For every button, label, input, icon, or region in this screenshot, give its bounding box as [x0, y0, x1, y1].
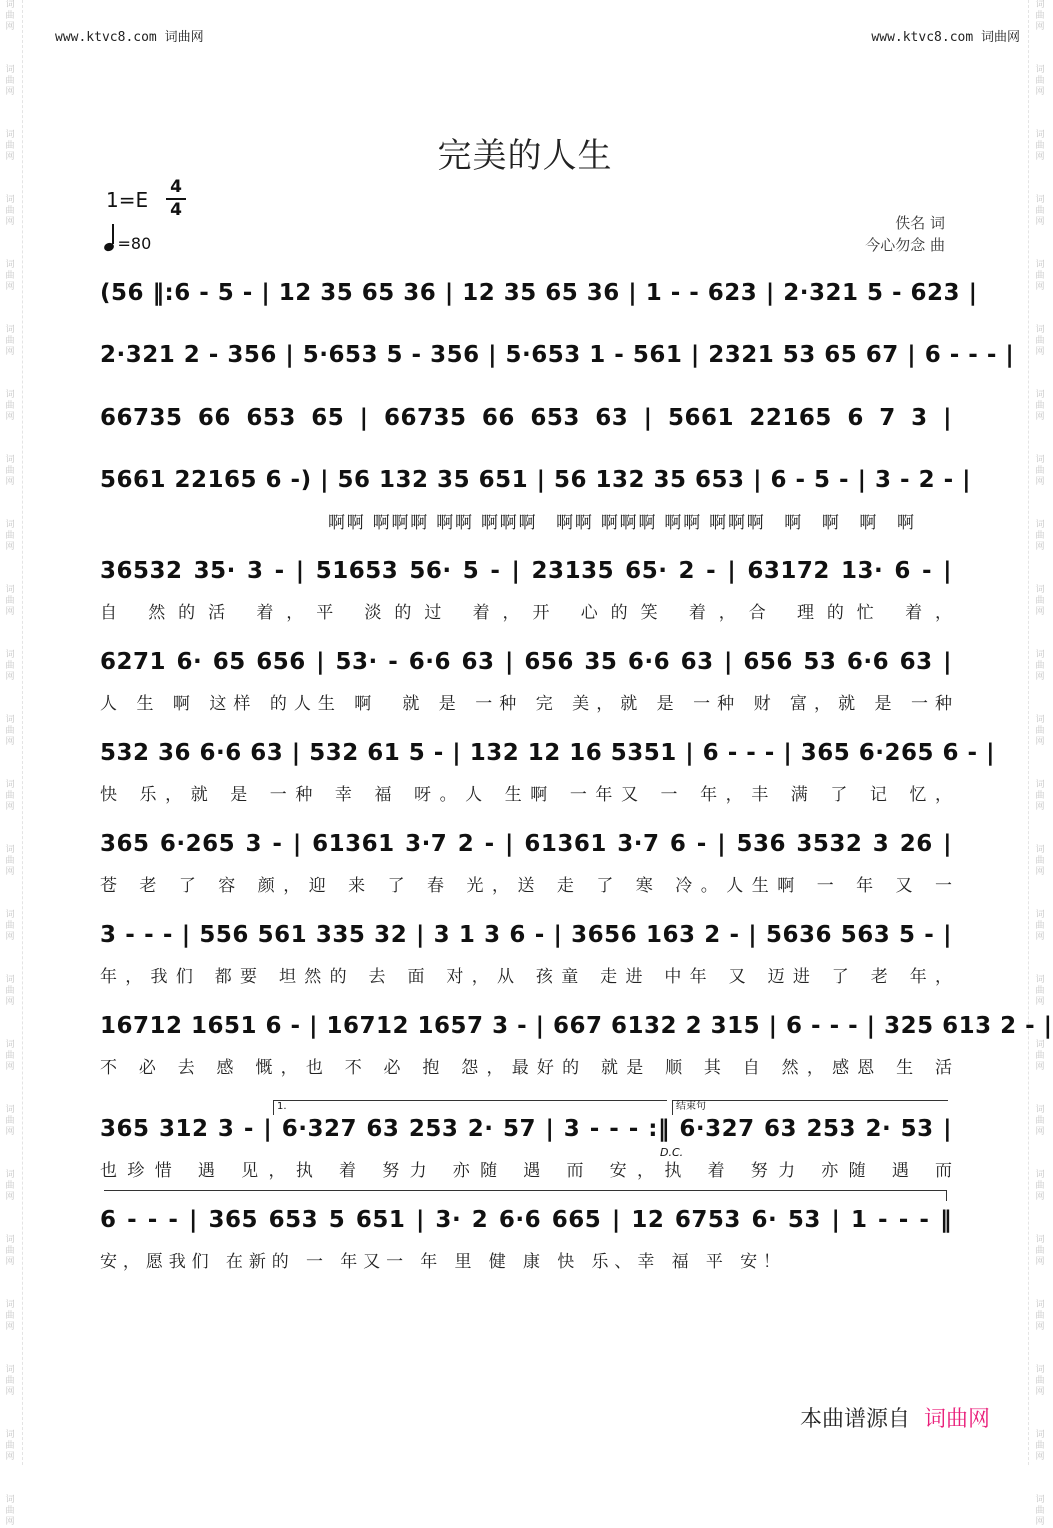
watermark-text: 词曲网	[5, 520, 15, 552]
footer-brand-link[interactable]: 词曲网	[923, 1407, 990, 1432]
key-signature: 1=E	[106, 188, 149, 212]
dc-marking: D.C.	[660, 1146, 684, 1159]
time-signature	[166, 178, 186, 220]
watermark-text: 词曲网	[1035, 195, 1045, 227]
song-title: 完美的人生	[437, 136, 613, 176]
watermark-text: 词曲网	[5, 1300, 15, 1332]
watermark-text: 词曲网	[1035, 845, 1045, 877]
lyric-line-12: 安，愿我们 在新的 一 年又一 年 里 健 康 快 乐、幸 福 平 安！	[100, 1252, 780, 1272]
watermark-text: 词曲网	[5, 975, 15, 1007]
notation-line-4: 5661 22165 6 -) | 56 132 35 651 | 56 132 35 653 | 6 - 5 - | 3 - 2 - |	[100, 467, 972, 493]
coda-bracket	[672, 1100, 948, 1115]
footer-source-text: 本曲谱源自	[799, 1407, 910, 1432]
watermark-text: 词曲网	[5, 1430, 15, 1462]
watermark-text: 词曲网	[5, 910, 15, 942]
notation-line-7: 532 36 6·6 63 | 532 61 5 - | 132 12 16 5351 | 6 - - - | 365 6·265 6 - |	[100, 740, 996, 766]
watermark-text: 词曲网	[5, 260, 15, 292]
watermark-text: 词曲网	[1035, 1235, 1045, 1267]
watermark-text: 词曲网	[1035, 650, 1045, 682]
watermark-text: 词曲网	[5, 1365, 15, 1397]
header-site-link-left[interactable]: www.ktvc8.com 词曲网	[55, 30, 204, 45]
watermark-text: 词曲网	[5, 1105, 15, 1137]
watermark-text: 词曲网	[5, 585, 15, 617]
tempo-value: =80	[117, 234, 152, 253]
notation-line-3: 66735 66 653 65 | 66735 66 653 63 | 5661 22165 6 7 3 |	[100, 405, 952, 431]
watermark-text: 词曲网	[5, 650, 15, 682]
lyric-line-5: 自 然的活 着，平 淡的过 着，开 心的笑 着，合 理的忙 着，	[100, 603, 952, 623]
notation-line-6: 6271 6· 65 656 | 53· - 6·6 63 | 656 35 6·6 63 | 656 53 6·6 63 |	[100, 649, 952, 675]
lyric-line-11: 也珍惜 遇 见，执 着 努力 亦随 遇 而 安，执 着 努力 亦随 遇 而	[100, 1161, 952, 1181]
lyric-line-10: 不 必 去 感 慨，也 不 必 抱 怨，最好的 就是 顺 其 自 然，感恩 生 活	[100, 1058, 952, 1078]
coda-label: 结束句	[676, 1101, 706, 1112]
left-guide-line	[22, 0, 24, 1465]
watermark-text: 词曲网	[5, 325, 15, 357]
lyric-line-6: 人 生 啊 这样 的人生 啊 就 是 一种 完 美，就 是 一种 财 富，就 是 一种	[100, 694, 952, 714]
watermark-text: 词曲网	[1035, 910, 1045, 942]
watermark-text: 词曲网	[1035, 455, 1045, 487]
watermark-text: 词曲网	[5, 1235, 15, 1267]
watermark-text: 词曲网	[5, 1495, 15, 1527]
notation-line-9: 3 - - - | 556 561 335 32 | 3 1 3 6 - | 3656 163 2 - | 5636 563 5 - |	[100, 922, 952, 948]
watermark-text: 词曲网	[1035, 1300, 1045, 1332]
watermark-text: 词曲网	[5, 715, 15, 747]
watermark-text: 词曲网	[1035, 1105, 1045, 1137]
right-watermark-column	[1032, 0, 1048, 1527]
watermark-text: 词曲网	[1035, 1495, 1045, 1527]
right-guide-line	[1028, 0, 1030, 1465]
left-watermark-column	[2, 0, 18, 1527]
watermark-text: 词曲网	[5, 390, 15, 422]
tempo-marking	[104, 229, 151, 253]
lyric-line-7: 快 乐，就 是 一种 幸 福 呀。人 生啊 一年又 一 年，丰 满 了 记 忆，	[100, 785, 952, 805]
time-signature-bottom: 4	[170, 200, 182, 220]
lyricist-credit: 佚名 词	[895, 214, 945, 232]
watermark-text: 词曲网	[5, 1040, 15, 1072]
watermark-text: 词曲网	[1035, 260, 1045, 292]
notation-line-11: 365 312 3 - | 6·327 63 253 2· 57 | 3 - - - :‖ 6·327 63 253 2· 53 |	[100, 1116, 952, 1142]
watermark-text: 词曲网	[5, 65, 15, 97]
watermark-text: 词曲网	[1035, 65, 1045, 97]
watermark-text: 词曲网	[5, 195, 15, 227]
notation-line-5: 36532 35· 3 - | 51653 56· 5 - | 23135 65· 2 - | 63172 13· 6 - |	[100, 558, 952, 584]
lyric-line-8: 苍 老 了 容 颜，迎 来 了 春 光，送 走 了 寒 冷。人生啊 一 年 又 一	[100, 876, 952, 896]
time-signature-top: 4	[170, 177, 182, 197]
watermark-text: 词曲网	[1035, 975, 1045, 1007]
first-ending-label: 1.	[277, 1101, 287, 1112]
watermark-text: 词曲网	[1035, 715, 1045, 747]
watermark-text: 词曲网	[5, 845, 15, 877]
watermark-text: 词曲网	[1035, 390, 1045, 422]
notation-line-10: 16712 1651 6 - | 16712 1657 3 - | 667 6132 2 315 | 6 - - - | 325 613 2 - |	[100, 1013, 1053, 1039]
watermark-text: 词曲网	[5, 1170, 15, 1202]
watermark-text: 词曲网	[1035, 1365, 1045, 1397]
watermark-text: 词曲网	[1035, 130, 1045, 162]
footer-source	[800, 1402, 990, 1433]
notation-line-1: (56 ‖:6 - 5 - | 12 35 65 36 | 12 35 65 36 | 1 - - 623 | 2·321 5 - 623 |	[100, 280, 978, 306]
lyric-line-9: 年，我们 都要 坦然的 去 面 对，从 孩童 走进 中年 又 迈进 了 老 年，	[100, 967, 952, 987]
watermark-text: 词曲网	[1035, 585, 1045, 617]
watermark-text: 词曲网	[5, 130, 15, 162]
notation-line-12: 6 - - - | 365 653 5 651 | 3· 2 6·6 665 | 12 6753 6· 53 | 1 - - - ‖	[100, 1207, 952, 1233]
watermark-text: 词曲网	[5, 780, 15, 812]
note-stem	[112, 224, 114, 244]
first-ending-bracket	[273, 1100, 667, 1115]
watermark-text: 词曲网	[5, 0, 15, 32]
coda-continuation-bracket	[104, 1190, 947, 1201]
watermark-text: 词曲网	[1035, 325, 1045, 357]
watermark-text: 词曲网	[1035, 520, 1045, 552]
lyric-line-4: 啊啊 啊啊啊 啊啊 啊啊啊 啊啊 啊啊啊 啊啊 啊啊啊 啊 啊 啊 啊	[328, 513, 914, 533]
notation-line-8: 365 6·265 3 - | 61361 3·7 2 - | 61361 3·7 6 - | 536 3532 3 26 |	[100, 831, 952, 857]
watermark-text: 词曲网	[5, 455, 15, 487]
header-site-link-right[interactable]: www.ktvc8.com 词曲网	[871, 30, 1020, 45]
watermark-text: 词曲网	[1035, 780, 1045, 812]
watermark-text: 词曲网	[1035, 1170, 1045, 1202]
watermark-text: 词曲网	[1035, 0, 1045, 32]
composer-credit: 今心勿念 曲	[865, 236, 945, 254]
watermark-text: 词曲网	[1035, 1430, 1045, 1462]
watermark-text: 词曲网	[1035, 1040, 1045, 1072]
notation-line-2: 2·321 2 - 356 | 5·653 5 - 356 | 5·653 1 - 561 | 2321 53 65 67 | 6 - - - |	[100, 342, 1015, 368]
